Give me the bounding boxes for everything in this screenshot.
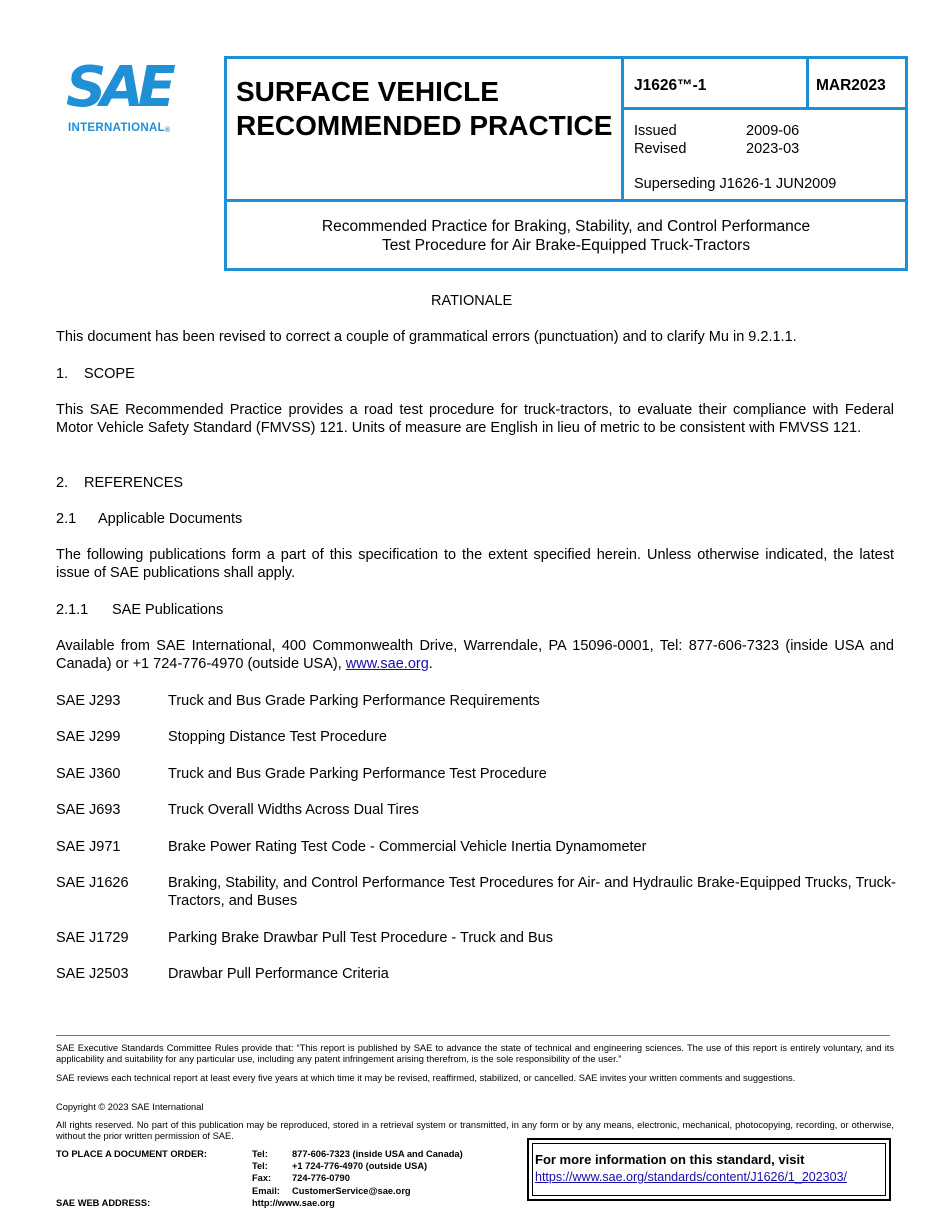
sae-website-link[interactable]: www.sae.org: [345, 656, 429, 672]
issue-dates: [634, 122, 800, 158]
sae-logo: [66, 55, 196, 140]
revised-value: 2023-03: [746, 141, 800, 157]
reference-title: Truck and Bus Grade Parking Performance Test Procedure: [168, 766, 547, 782]
reference-title: Parking Brake Drawbar Pull Test Procedure - Truck and Bus: [168, 930, 553, 946]
header-divider-vertical: [621, 58, 624, 201]
reference-id: SAE J293: [56, 693, 121, 709]
header-divider-title: [226, 199, 907, 202]
logo-subtitle: INTERNATIONAL®: [68, 122, 171, 134]
reference-id: SAE J693: [56, 802, 121, 818]
revised-label: Revised: [634, 141, 687, 157]
document-date: MAR2023: [816, 77, 886, 94]
committee-rules-text: SAE Executive Standards Committee Rules provide that: “This report is published by SAE to advance the state of technical and engineering sciences. The use of this report is entirely voluntary, and its applicability and suitability for any particular use, including any patent infringement arising therefrom, is the sole responsibility of the user.”: [56, 1043, 894, 1064]
reference-id: SAE J360: [56, 766, 121, 782]
document-type: SURFACE VEHICLE RECOMMENDED PRACTICE: [236, 76, 613, 141]
reference-id: SAE J2503: [56, 966, 129, 982]
document-title: Recommended Practice for Braking, Stability, and Control Performance Test Procedure for Air Brake-Equipped Truck-Tractors: [321, 218, 811, 254]
reference-title: Brake Power Rating Test Code - Commercial Vehicle Inertia Dynamometer: [168, 839, 647, 855]
section-2-1-heading: 2.1 Applicable Documents: [56, 511, 243, 527]
standard-url-link[interactable]: https://www.sae.org/standards/content/J1626/1_202303/: [535, 1170, 848, 1184]
section-1-heading: 1. SCOPE: [56, 366, 135, 382]
rationale-heading: RATIONALE: [431, 293, 513, 309]
tel-value: 877-606-7323 (inside USA and Canada): [292, 1149, 463, 1159]
footer-divider: [56, 1035, 890, 1036]
reference-id: SAE J971: [56, 839, 121, 855]
reference-title: Braking, Stability, and Control Performance Test Procedures for Air- and Hydraulic Brake-Equipped Trucks, Truck-Tractors, and Buses: [168, 875, 897, 909]
document-number: J1626™-1: [634, 77, 707, 94]
rationale-text: This document has been revised to correct a couple of grammatical errors (punctuation) and to clarify Mu in 9.2.1.1.: [56, 329, 797, 345]
applicable-documents-text: The following publications form a part of this specification to the extent specified herein. Unless otherwise indicated, the latest issue of SAE publications shall apply.: [56, 547, 894, 581]
fax-label: Fax:: [252, 1173, 272, 1183]
tel2-value: +1 724-776-4970 (outside USA): [292, 1161, 428, 1171]
section-2-heading: 2. REFERENCES: [56, 475, 184, 491]
issued-value: 2009-06: [746, 123, 800, 139]
fax-value: 724-776-0790: [292, 1173, 350, 1183]
header-divider-number: [622, 107, 907, 110]
reference-id: SAE J1729: [56, 930, 129, 946]
reference-title: Truck and Bus Grade Parking Performance Requirements: [168, 693, 540, 709]
review-text: SAE reviews each technical report at least every five years at which time it may be revised, reaffirmed, stabilized, or cancelled. SAE invites your written comments and suggestions.: [56, 1073, 796, 1083]
copyright-text: Copyright © 2023 SAE International: [56, 1102, 204, 1112]
logo-mark: SAE: [66, 55, 170, 120]
web-address-label: SAE WEB ADDRESS:: [56, 1198, 151, 1208]
tel2-label: Tel:: [252, 1161, 268, 1171]
availability-text: Available from SAE International, 400 Commonwealth Drive, Warrendale, PA 15096-0001, Tel: 877-606-7323 (inside USA and Canada) or +1 724-776-4970 (outside USA), www.sae.org.: [56, 638, 894, 672]
issued-label: Issued: [634, 123, 677, 139]
superseding-note: Superseding J1626-1 JUN2009: [634, 176, 837, 192]
tel-label: Tel:: [252, 1149, 268, 1159]
reference-id: SAE J1626: [56, 875, 129, 891]
more-info-title: For more information on this standard, visit: [535, 1152, 805, 1167]
reference-title: Stopping Distance Test Procedure: [168, 729, 387, 745]
email-value[interactable]: CustomerService@sae.org: [292, 1186, 411, 1196]
section-2-1-1-heading: 2.1.1 SAE Publications: [56, 602, 224, 618]
web-address-value[interactable]: http://www.sae.org: [252, 1198, 335, 1208]
scope-text: This SAE Recommended Practice provides a road test procedure for truck-tractors, to evaluate their compliance with Federal Motor Vehicle Safety Standard (FMVSS) 121. Units of measure are English in lieu of metric to be consistent with FMVSS 121.: [56, 402, 894, 436]
order-label: TO PLACE A DOCUMENT ORDER:: [56, 1149, 207, 1159]
reference-title: Truck Overall Widths Across Dual Tires: [168, 802, 419, 818]
rights-text: All rights reserved. No part of this publication may be reproduced, stored in a retrieval system or transmitted, in any form or by any means, electronic, mechanical, photocopying, recording, or otherwise, without the prior written permission of SAE.: [56, 1120, 894, 1141]
header-divider-date: [806, 58, 809, 108]
email-label: Email:: [252, 1186, 280, 1196]
reference-title: Drawbar Pull Performance Criteria: [168, 966, 389, 982]
reference-id: SAE J299: [56, 729, 121, 745]
